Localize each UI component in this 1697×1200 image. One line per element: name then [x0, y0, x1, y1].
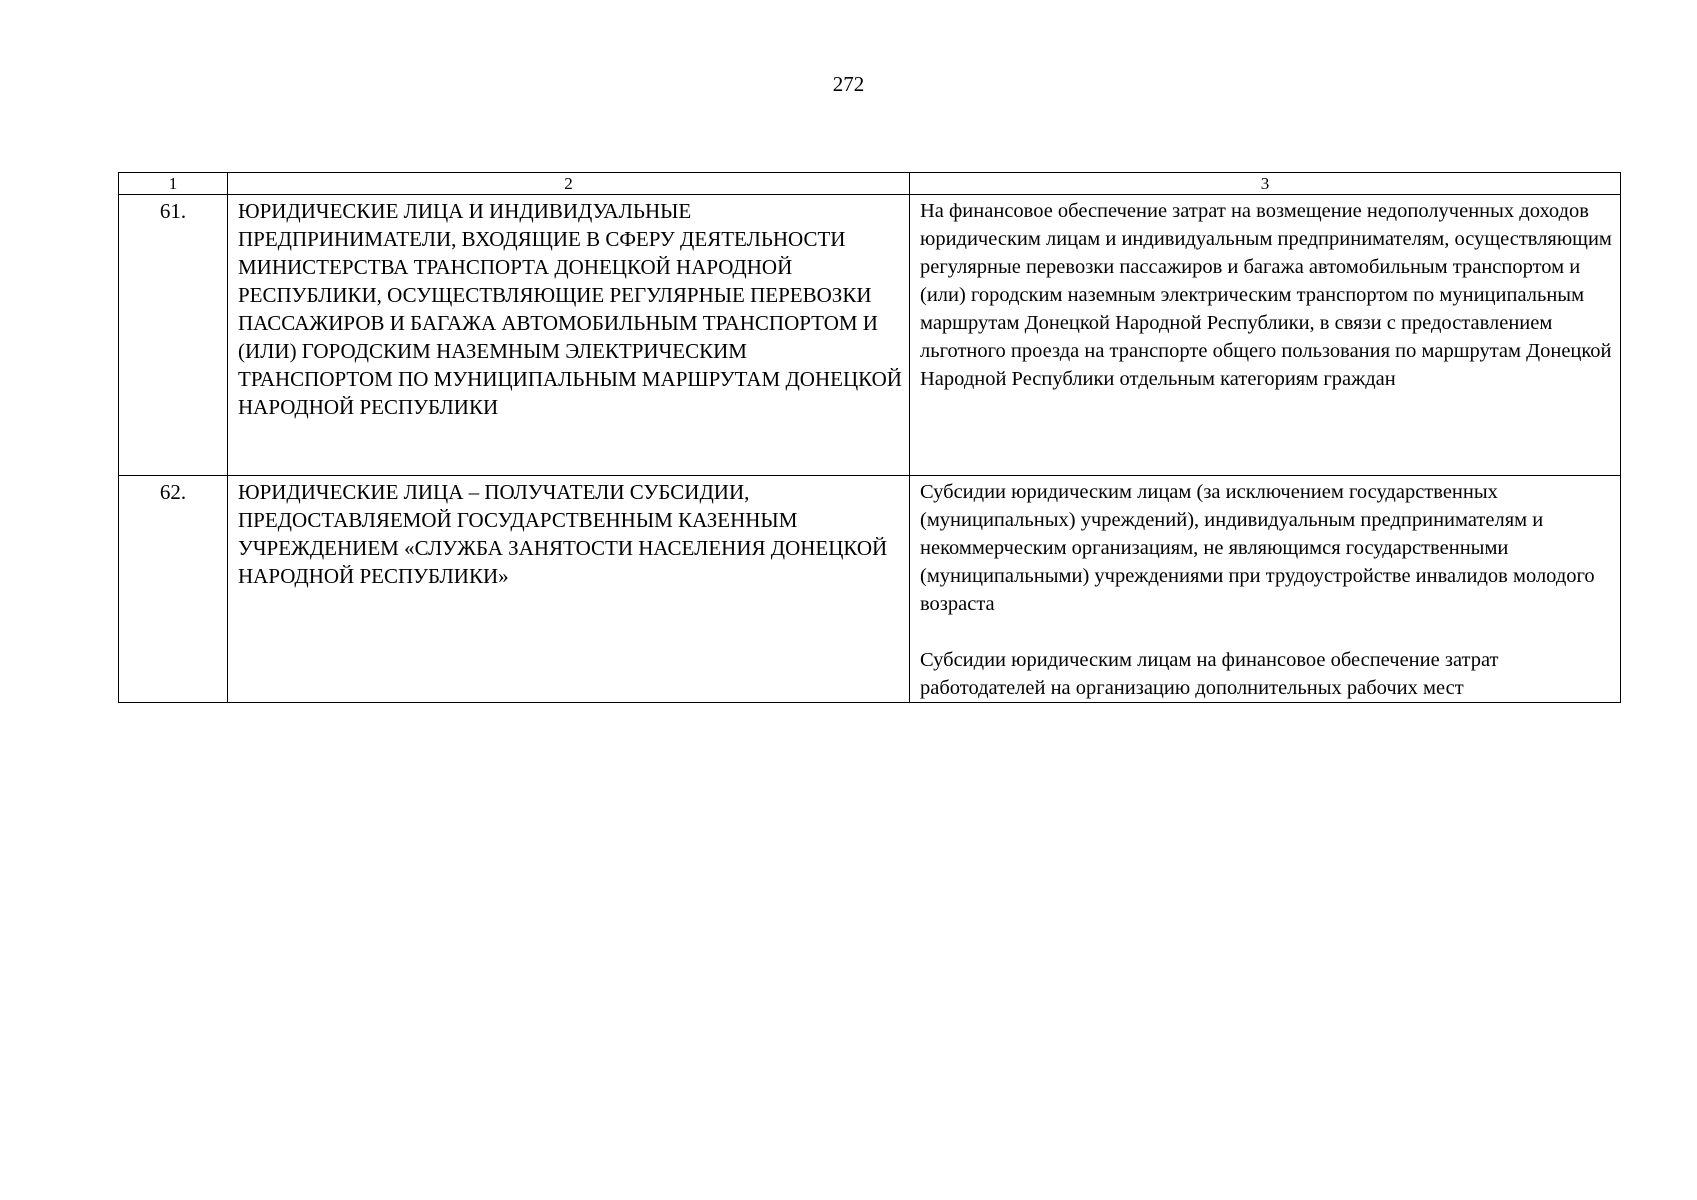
column-header-1: 1	[119, 173, 228, 195]
page-number: 272	[832, 72, 865, 96]
subsidy-description-cell	[910, 195, 1621, 476]
subsidy-description: Субсидии юридическим лицам на финансовое обеспечение затрат работодателей на организацию дополнительных рабочих мест	[920, 649, 1499, 699]
subsidy-description: Субсидии юридическим лицам (за исключением государственных (муниципальных) учреждений), индивидуальным предпринимателям и некоммерческим организациям, не являющимся государственными (муниципальными) учреждениями при трудоустройстве инвалидов молодого возраста	[920, 481, 1595, 615]
table-row	[119, 195, 1621, 476]
row-number: 61.	[119, 195, 228, 476]
column-header-3: 3	[910, 173, 1621, 195]
table-row	[119, 476, 1621, 703]
table-header-row	[119, 173, 1621, 195]
recipient-name: ЮРИДИЧЕСКИЕ ЛИЦА – ПОЛУЧАТЕЛИ СУБСИДИИ, ПРЕДОСТАВЛЯЕМОЙ ГОСУДАРСТВЕННЫМ КАЗЕННЫМ УЧРЕЖДЕНИЕМ «СЛУЖБА ЗАНЯТОСТИ НАСЕЛЕНИЯ ДОНЕЦКОЙ НАРОДНОЙ РЕСПУБЛИКИ»	[228, 476, 910, 703]
row-number: 62.	[119, 476, 228, 703]
subsidy-description: На финансовое обеспечение затрат на возмещение недополученных доходов юридическим лицам и индивидуальным предпринимателям, осуществляющим регулярные перевозки пассажиров и багажа автомобильным транспортом и (или) городским наземным электрическим транспортом по муниципальным маршрутам Донецкой Народной Республики, в связи с предоставлением льготного проезда на транспорте общего пользования по маршрутам Донецкой Народной Республики отдельным категориям граждан	[920, 200, 1612, 390]
column-header-2: 2	[228, 173, 910, 195]
recipient-name: ЮРИДИЧЕСКИЕ ЛИЦА И ИНДИВИДУАЛЬНЫЕ ПРЕДПРИНИМАТЕЛИ, ВХОДЯЩИЕ В СФЕРУ ДЕЯТЕЛЬНОСТИ МИНИСТЕРСТВА ТРАНСПОРТА ДОНЕЦКОЙ НАРОДНОЙ РЕСПУБЛИКИ, ОСУЩЕСТВЛЯЮЩИЕ РЕГУЛЯРНЫЕ ПЕРЕВОЗКИ ПАССАЖИРОВ И БАГАЖА АВТОМОБИЛЬНЫМ ТРАНСПОРТОМ И (ИЛИ) ГОРОДСКИМ НАЗЕМНЫМ ЭЛЕКТРИЧЕСКИМ ТРАНСПОРТОМ ПО МУНИЦИПАЛЬНЫМ МАРШРУТАМ ДОНЕЦКОЙ НАРОДНОЙ РЕСПУБЛИКИ	[228, 195, 910, 476]
subsidy-table	[118, 172, 1621, 703]
subsidy-description-cell	[910, 476, 1621, 703]
